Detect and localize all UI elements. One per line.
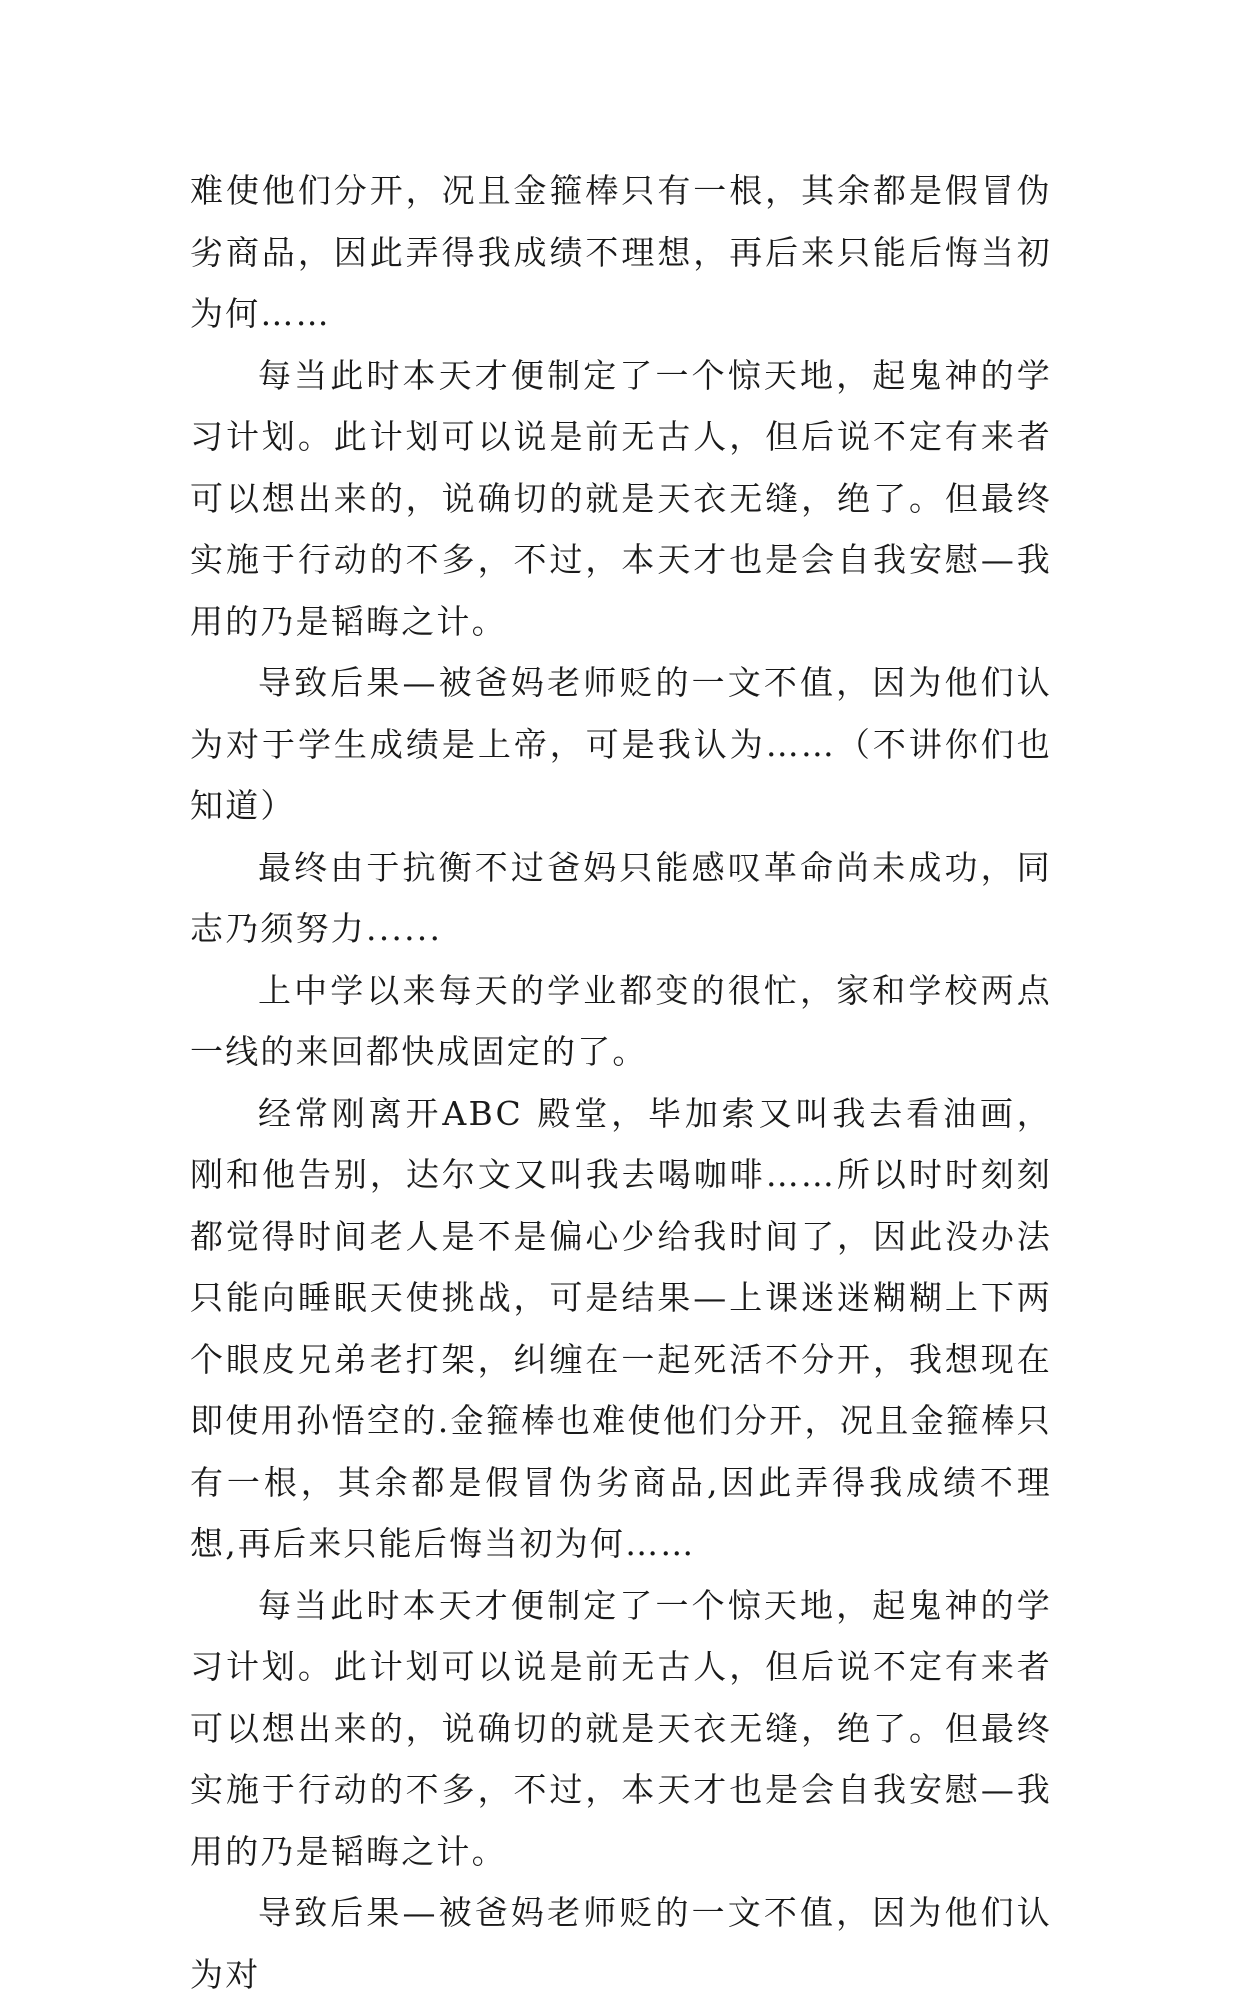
paragraph: 上中学以来每天的学业都变的很忙，家和学校两点一线的来回都快成固定的了。	[190, 970, 1052, 1071]
paragraph: 最终由于抗衡不过爸妈只能感叹革命尚未成功，同志乃须努力......	[190, 847, 1052, 948]
paragraph: 每当此时本天才便制定了一个惊天地，起鬼神的学习计划。此计划可以说是前无古人，但后说不定有来者可以想出来的，说确切的就是天衣无缝，绝了。但最终实施于行动的不多，不过，本天才也是会自我安慰—我用的乃是韬晦之计。	[190, 1585, 1052, 1871]
paragraph: 导致后果—被爸妈老师贬的一文不值，因为他们认为对于学生成绩是上帝，可是我认为……（不讲你们也知道）	[190, 663, 1052, 825]
paragraph: 每当此时本天才便制定了一个惊天地，起鬼神的学习计划。此计划可以说是前无古人，但后说不定有来者可以想出来的，说确切的就是天衣无缝，绝了。但最终实施于行动的不多，不过，本天才也是会自我安慰—我用的乃是韬晦之计。	[190, 355, 1052, 641]
paragraph: 经常刚离开ABC 殿堂，毕加索又叫我去看油画，刚和他告别，达尔文又叫我去喝咖啡……所以时时刻刻都觉得时间老人是不是偏心少给我时间了，因此没办法只能向睡眠天使挑战，可是结果—上课迷迷糊糊上下两个眼皮兄弟老打架，纠缠在一起死活不分开，我想现在即使用孙悟空的.金箍棒也难使他们分开，况且金箍棒只有一根，其余都是假冒伪劣商品,因此弄得我成绩不理想,再后来只能后悔当初为何……	[190, 1093, 1052, 1563]
paragraph: 难使他们分开，况且金箍棒只有一根，其余都是假冒伪劣商品，因此弄得我成绩不理想，再后来只能后悔当初为何……	[190, 171, 1052, 333]
paragraph: 导致后果—被爸妈老师贬的一文不值，因为他们认为对	[190, 1893, 1052, 1994]
body-text	[190, 160, 1052, 2005]
